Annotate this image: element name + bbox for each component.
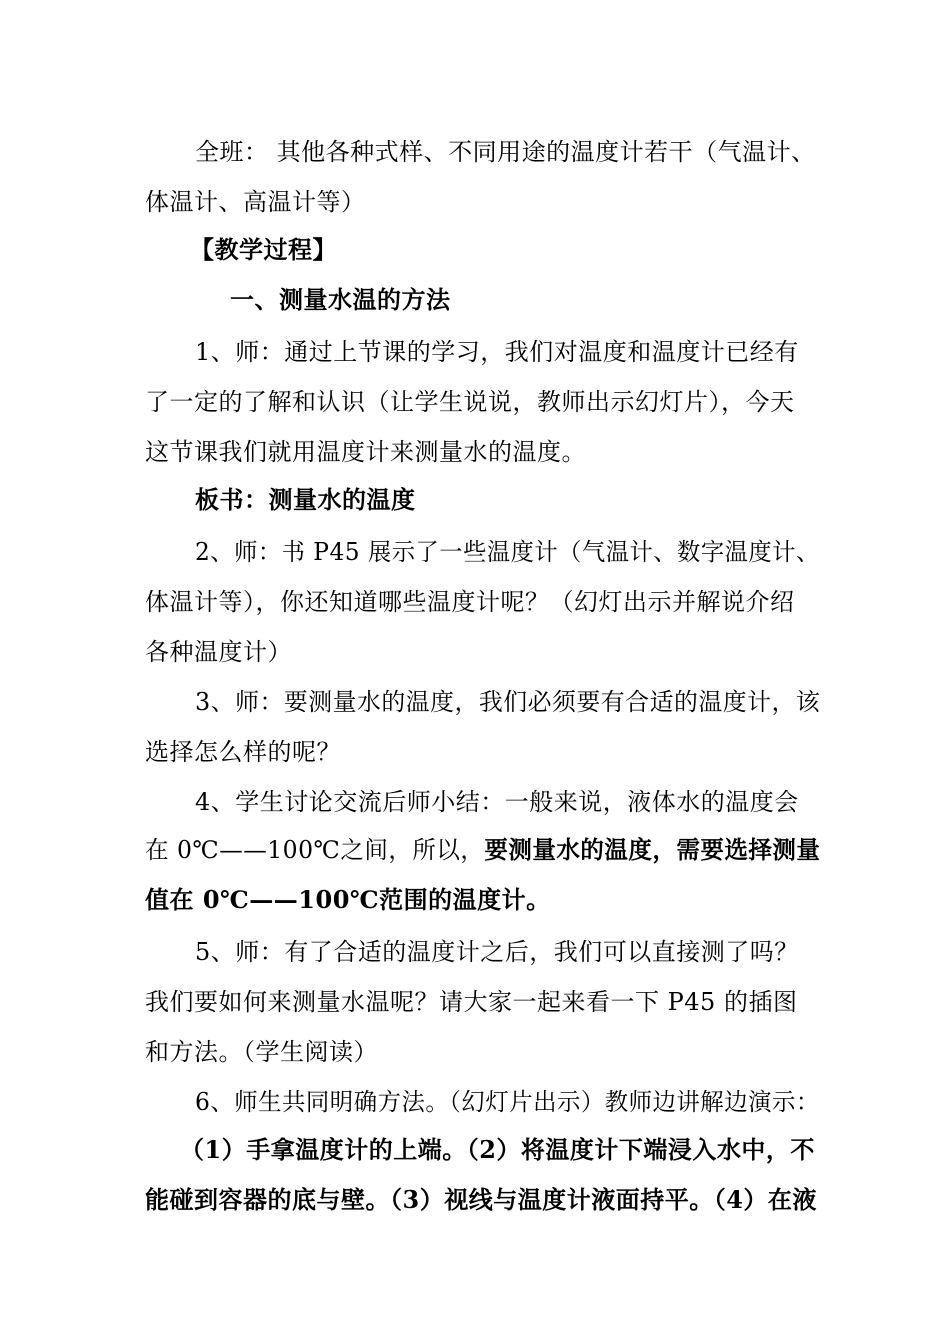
text-line: 了一定的了解和认识（让学生说说，教师出示幻灯片），今天 xyxy=(145,388,795,416)
text-line: 1、师：通过上节课的学习，我们对温度和温度计已经有 xyxy=(195,338,799,366)
emphasis-line: 值在 0℃——100℃范围的温度计。 xyxy=(145,885,551,914)
text-line: 各种温度计） xyxy=(145,638,292,666)
section-heading: 【教学过程】 xyxy=(190,235,337,264)
text-segment: 在 0℃——100℃之间，所以， xyxy=(145,836,485,864)
emphasis-text: 要测量水的温度，需要选择测量 xyxy=(484,835,821,864)
text-line: 这节课我们就用温度计来测量水的温度。 xyxy=(145,438,586,466)
text-line: 我们要如何来测量水温呢？请大家一起来看一下 P45 的插图 xyxy=(145,988,798,1016)
subsection-heading: 一、测量水温的方法 xyxy=(230,285,451,314)
text-line: 全班： 其他各种式样、不同用途的温度计若干（气温计、 xyxy=(195,138,816,166)
text-line: 5、师：有了合适的温度计之后，我们可以直接测了吗？ xyxy=(195,938,799,966)
text-line: 2、师：书 P45 展示了一些温度计（气温计、数字温度计、 xyxy=(195,538,820,566)
text-line: 6、师生共同明确方法。（幻灯片出示）教师边讲解边演示： xyxy=(195,1088,820,1116)
text-line: 体温计等），你还知道哪些温度计呢？（幻灯出示并解说介绍 xyxy=(145,588,795,616)
emphasis-line: 能碰到容器的底与壁。（3）视线与温度计液面持平。（4）在液 xyxy=(145,1185,817,1214)
text-line xyxy=(145,834,820,866)
text-line: 4、学生讨论交流后师小结：一般来说，液体水的温度会 xyxy=(195,788,799,816)
text-line: 和方法。（学生阅读） xyxy=(145,1038,378,1066)
emphasis-line: （1）手拿温度计的上端。（2）将温度计下端浸入水中，不 xyxy=(180,1135,815,1164)
text-line: 3、师：要测量水的温度，我们必须要有合适的温度计，该 xyxy=(195,688,821,716)
text-line: 选择怎么样的呢？ xyxy=(145,738,341,766)
text-line: 体温计、高温计等） xyxy=(145,188,366,216)
board-note: 板书：测量水的温度 xyxy=(195,485,416,514)
